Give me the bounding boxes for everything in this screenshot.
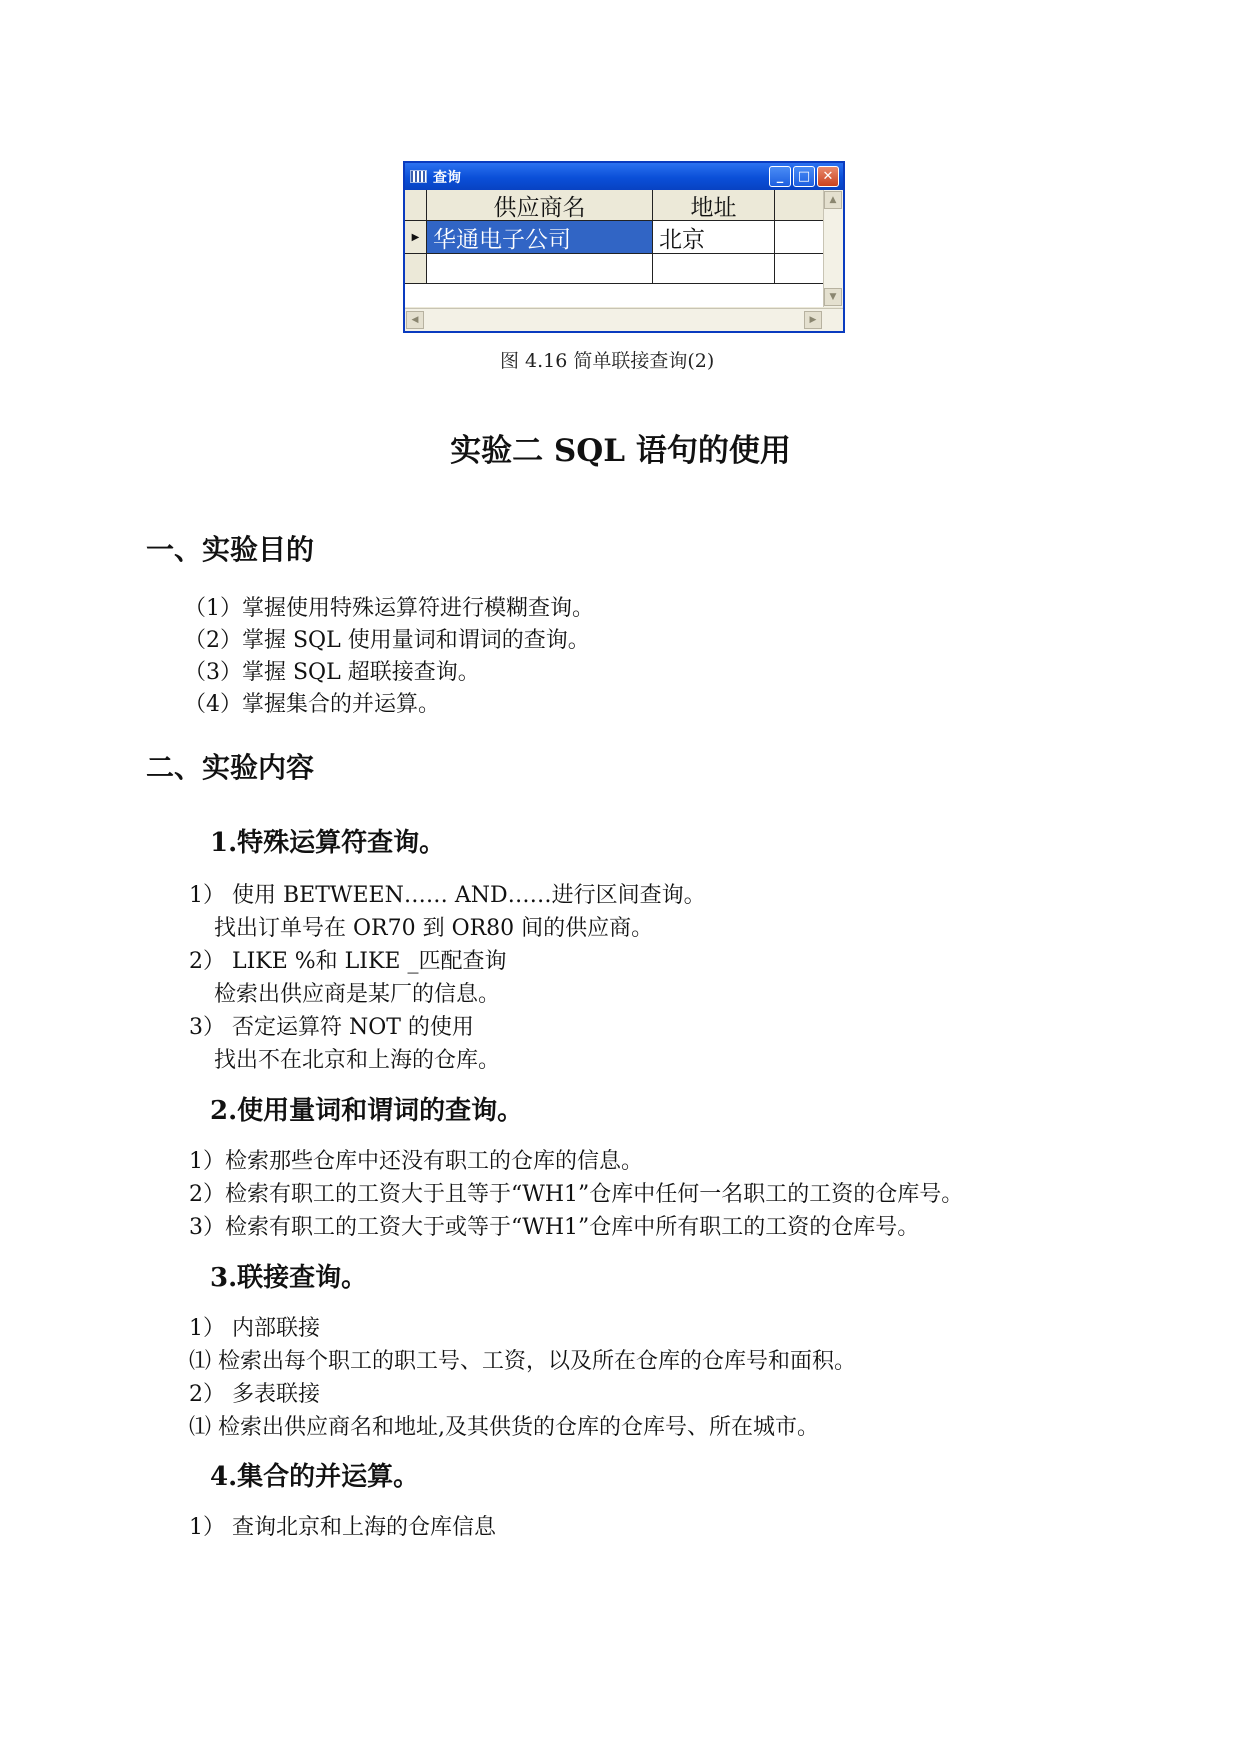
text-line: 1） 使用 BETWEEN…… AND……进行区间查询。 — [189, 883, 706, 908]
cell-empty — [775, 254, 823, 284]
subsection-heading-quantifiers: 2.使用量词和谓词的查询。 — [210, 1096, 524, 1126]
text-line: 1）检索那些仓库中还没有职工的仓库的信息。 — [189, 1149, 643, 1174]
cell-empty — [775, 221, 823, 254]
text-line: 2） 多表联接 — [189, 1382, 320, 1407]
page-title: 实验二 SQL 语句的使用 — [450, 433, 791, 469]
horizontal-scrollbar[interactable] — [405, 308, 843, 331]
subsection-heading-union: 4.集合的并运算。 — [210, 1462, 420, 1492]
cell-empty[interactable] — [653, 254, 775, 284]
column-header-address[interactable]: 地址 — [653, 190, 775, 221]
list-item: （4）掌握集合的并运算。 — [184, 692, 440, 717]
row-selector — [405, 254, 427, 284]
section-heading-content: 二、实验内容 — [146, 751, 315, 784]
query-window — [403, 161, 845, 333]
table-row-empty[interactable] — [405, 254, 823, 284]
text-line: 3） 否定运算符 NOT 的使用 — [189, 1015, 474, 1040]
text-line: 1） 查询北京和上海的仓库信息 — [189, 1515, 496, 1540]
list-item: （3）掌握 SQL 超联接查询。 — [184, 660, 480, 685]
header-corner — [405, 190, 427, 221]
table-icon — [410, 170, 427, 183]
text-line: 3）检索有职工的工资大于或等于“WH1”仓库中所有职工的工资的仓库号。 — [189, 1215, 920, 1240]
section-heading-objectives: 一、实验目的 — [146, 533, 315, 566]
cell-address[interactable]: 北京 — [653, 221, 775, 254]
scroll-up-icon[interactable]: ▲ — [824, 191, 842, 209]
window-titlebar — [405, 163, 843, 190]
window-title: 查询 — [433, 169, 461, 186]
text-line: 检索出供应商是某厂的信息。 — [214, 982, 501, 1007]
text-line: ⑴ 检索出每个职工的职工号、工资，以及所在仓库的仓库号和面积。 — [189, 1349, 856, 1374]
scroll-right-icon[interactable]: ▶ — [804, 311, 822, 329]
text-line: 2） LIKE %和 LIKE _匹配查询 — [189, 949, 507, 974]
minimize-button[interactable]: _ — [769, 166, 791, 187]
scroll-left-icon[interactable]: ◀ — [406, 311, 424, 329]
column-header-supplier-name[interactable]: 供应商名 — [427, 190, 653, 221]
list-item: （2）掌握 SQL 使用量词和谓词的查询。 — [184, 628, 590, 653]
text-line: 找出订单号在 OR70 到 OR80 间的供应商。 — [214, 916, 654, 941]
maximize-button[interactable]: □ — [793, 166, 815, 187]
text-line: 2）检索有职工的工资大于且等于“WH1”仓库中任何一名职工的工资的仓库号。 — [189, 1182, 964, 1207]
list-item: （1）掌握使用特殊运算符进行模糊查询。 — [184, 596, 594, 621]
text-line: ⑴ 检索出供应商名和地址,及其供货的仓库的仓库号、所在城市。 — [189, 1415, 819, 1440]
result-grid — [405, 190, 823, 307]
table-row[interactable] — [405, 221, 823, 254]
figure-caption: 图 4.16 简单联接查询(2) — [500, 350, 715, 372]
grid-header-row — [405, 190, 823, 221]
text-line: 1） 内部联接 — [189, 1316, 320, 1341]
vertical-scrollbar[interactable] — [823, 190, 843, 307]
cell-supplier-name[interactable]: 华通电子公司 — [427, 221, 653, 254]
close-button[interactable]: ✕ — [817, 166, 839, 187]
subsection-heading-join: 3.联接查询。 — [210, 1263, 368, 1293]
text-line: 找出不在北京和上海的仓库。 — [214, 1048, 501, 1073]
subsection-heading-special-operators: 1.特殊运算符查询。 — [210, 828, 446, 858]
column-header-empty — [775, 190, 823, 221]
row-indicator-icon: ▶ — [405, 221, 427, 254]
scroll-down-icon[interactable]: ▼ — [824, 288, 842, 306]
cell-empty[interactable] — [427, 254, 653, 284]
